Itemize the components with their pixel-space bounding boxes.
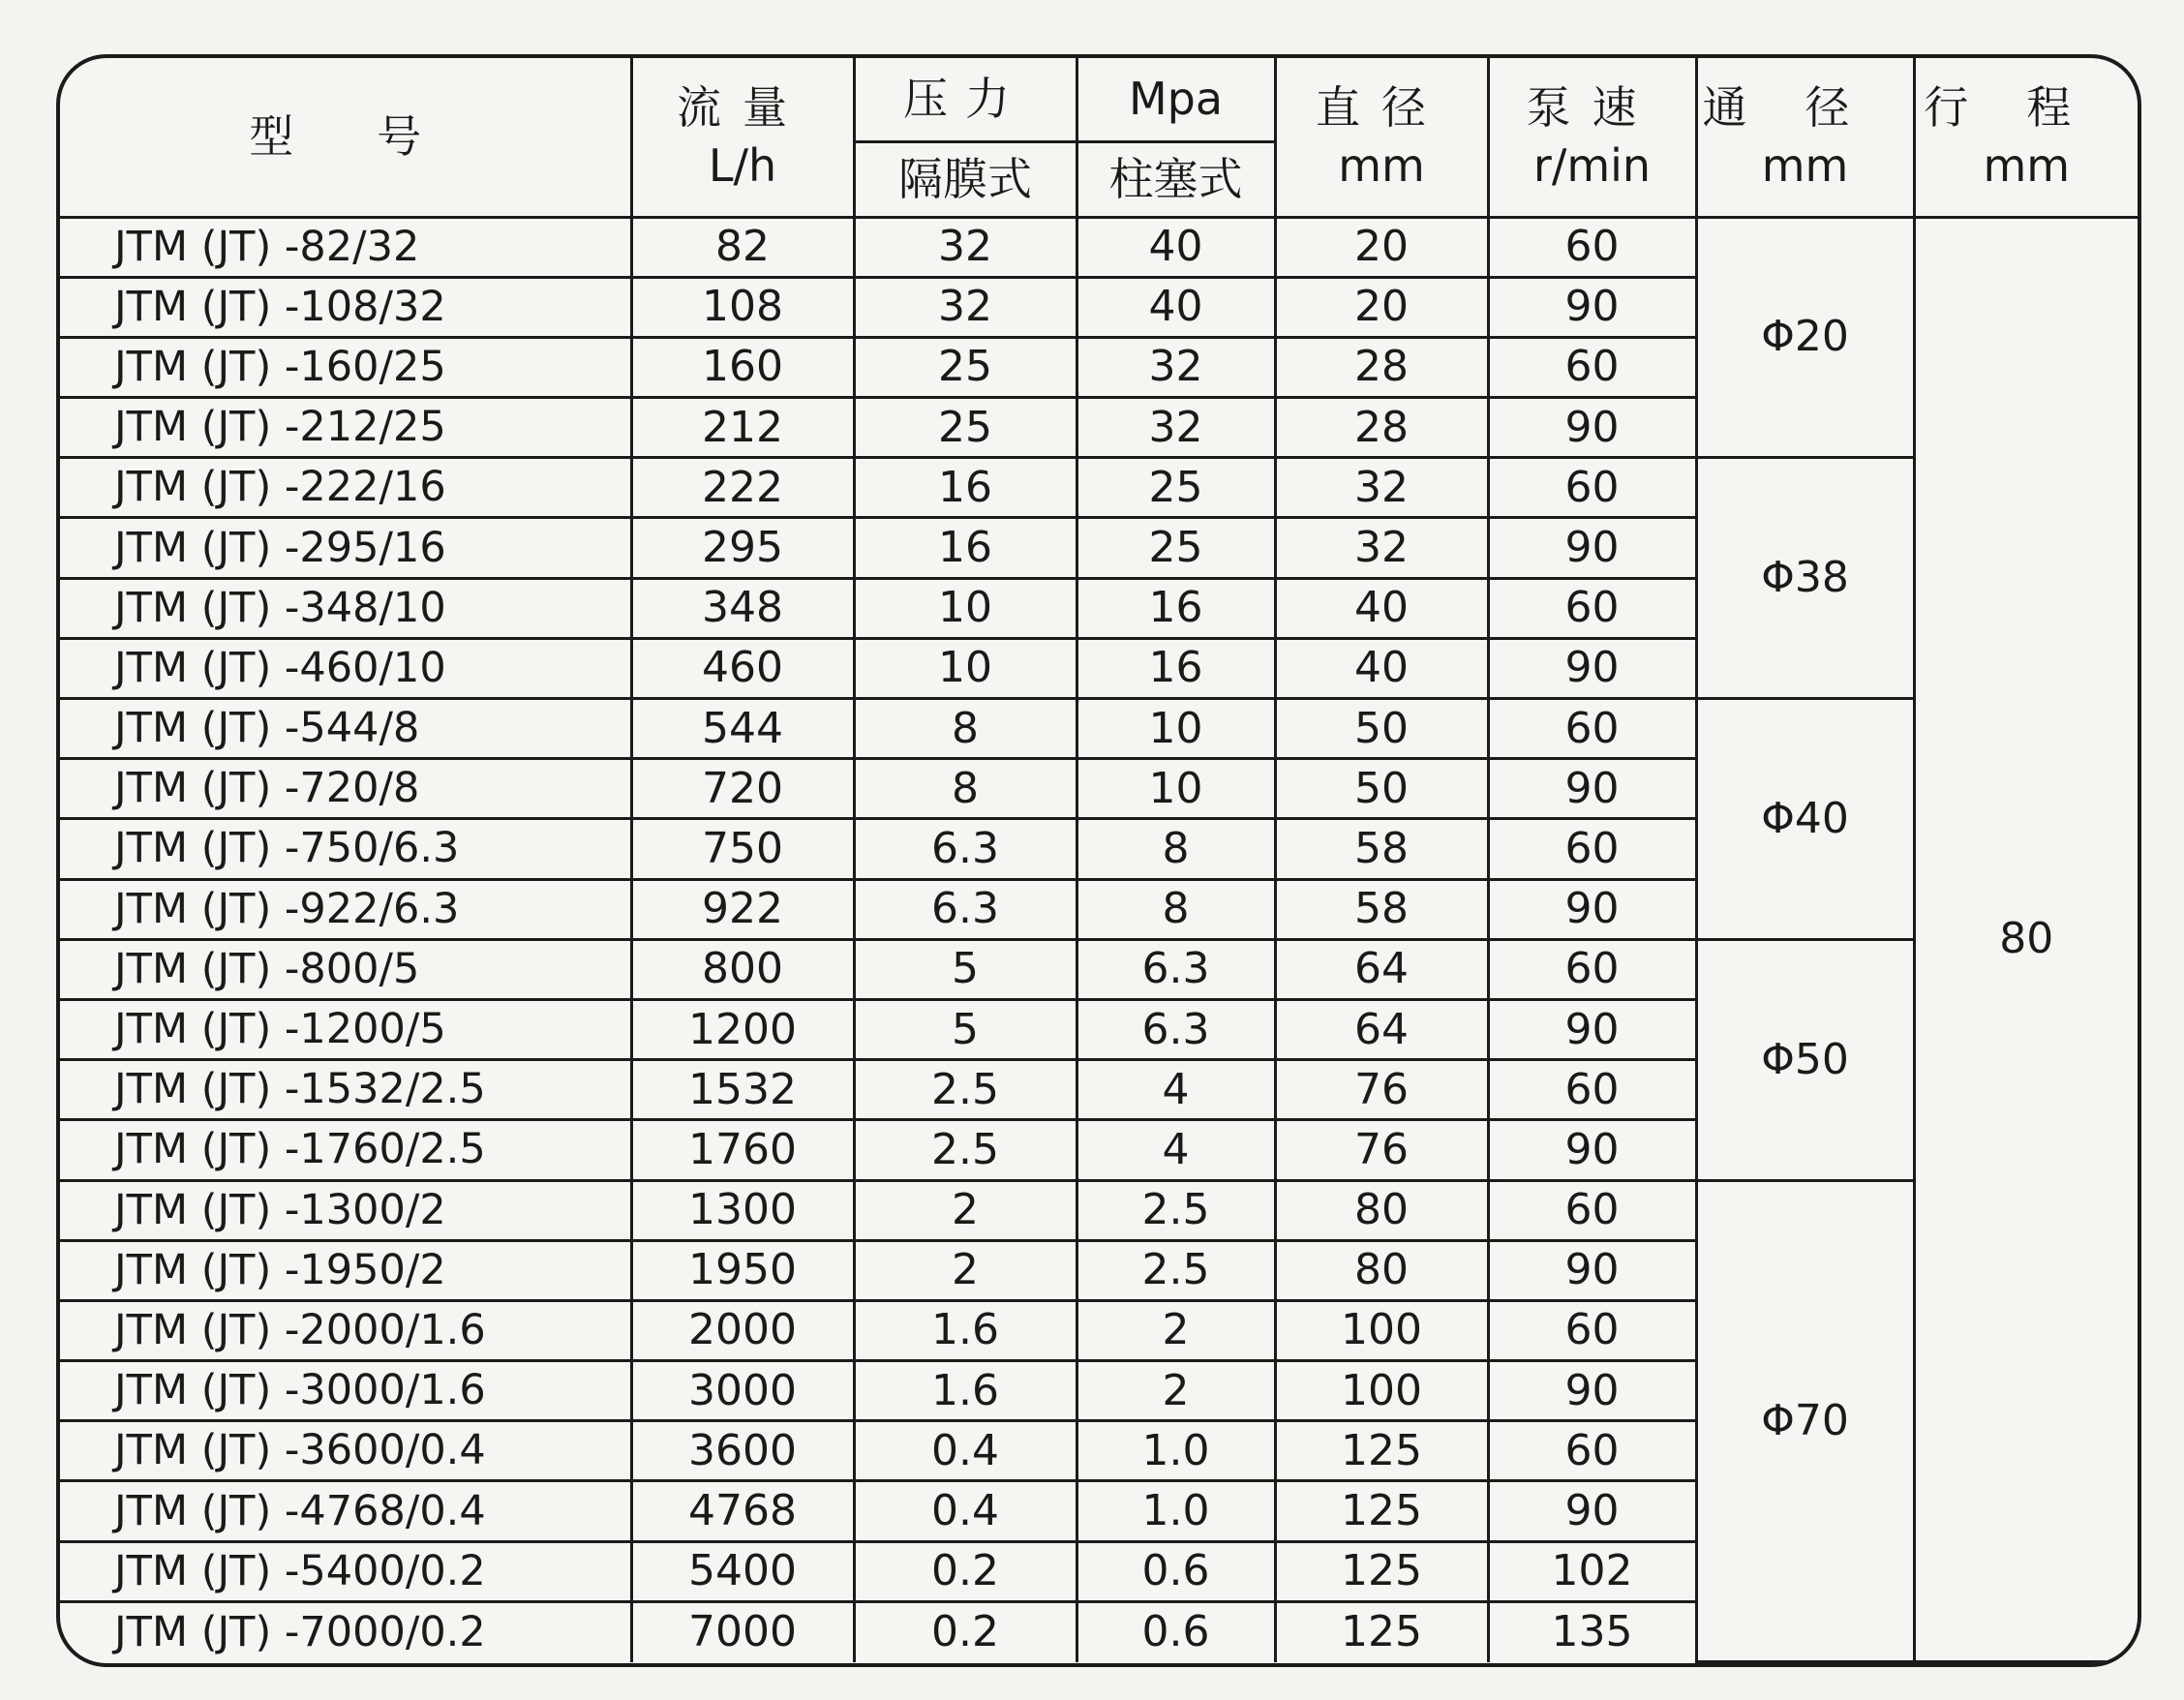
cell-plunger: 0.6 [1077,1541,1275,1601]
cell-flow: 348 [631,578,854,638]
cell-speed: 90 [1488,1240,1696,1300]
cell-model: JTM (JT) -295/16 [60,518,631,578]
cell-speed: 60 [1488,337,1696,397]
cell-flow: 1760 [631,1120,854,1180]
header-pressure-label: 压力 [903,73,1027,126]
header-bore-unit: mm [1761,139,1849,193]
cell-flow: 212 [631,398,854,458]
cell-flow: 1532 [631,1060,854,1120]
table-row [60,1180,2138,1240]
cell-diameter: 58 [1275,819,1488,879]
cell-plunger: 10 [1077,759,1275,819]
spec-table-card [56,54,2141,1667]
cell-plunger: 25 [1077,458,1275,518]
cell-flow: 5400 [631,1541,854,1601]
cell-flow: 1300 [631,1180,854,1240]
cell-diaphragm: 16 [854,518,1077,578]
cell-diameter: 20 [1275,277,1488,337]
cell-diaphragm: 25 [854,337,1077,397]
cell-diaphragm: 2 [854,1180,1077,1240]
cell-plunger: 0.6 [1077,1601,1275,1661]
cell-plunger: 2 [1077,1300,1275,1360]
header-stroke-unit: mm [1983,139,2071,193]
header-bore [1696,58,1914,217]
header-plunger [1077,141,1275,217]
cell-flow: 720 [631,759,854,819]
table-header [60,58,2138,217]
cell-speed: 60 [1488,1300,1696,1360]
cell-diameter: 50 [1275,699,1488,759]
cell-diaphragm: 5 [854,999,1077,1059]
header-diaphragm-label: 隔膜式 [898,153,1032,205]
cell-diaphragm: 2 [854,1240,1077,1300]
header-speed-unit: r/min [1532,139,1652,193]
cell-plunger: 2.5 [1077,1180,1275,1240]
cell-model: JTM (JT) -160/25 [60,337,631,397]
table-row [60,217,2138,277]
cell-plunger: 8 [1077,819,1275,879]
cell-model: JTM (JT) -4768/0.4 [60,1481,631,1541]
cell-diameter: 64 [1275,939,1488,999]
cell-diaphragm: 32 [854,277,1077,337]
header-stroke-label: 行程 [1924,81,2130,135]
cell-bore-group: Φ70 [1696,1180,1914,1662]
cell-model: JTM (JT) -222/16 [60,458,631,518]
header-diameter-unit: mm [1338,139,1425,193]
cell-speed: 60 [1488,1060,1696,1120]
cell-flow: 1950 [631,1240,854,1300]
cell-diaphragm: 8 [854,699,1077,759]
cell-plunger: 25 [1077,518,1275,578]
cell-diaphragm: 25 [854,398,1077,458]
cell-flow: 922 [631,879,854,939]
cell-flow: 222 [631,458,854,518]
cell-model: JTM (JT) -3600/0.4 [60,1421,631,1481]
cell-speed: 90 [1488,398,1696,458]
cell-model: JTM (JT) -212/25 [60,398,631,458]
cell-flow: 295 [631,518,854,578]
cell-plunger: 2 [1077,1361,1275,1421]
cell-model: JTM (JT) -5400/0.2 [60,1541,631,1601]
cell-plunger: 16 [1077,638,1275,698]
header-diameter [1275,58,1488,217]
cell-speed: 60 [1488,699,1696,759]
table-row [60,939,2138,999]
header-plunger-label: 柱塞式 [1108,153,1243,205]
cell-speed: 90 [1488,638,1696,698]
cell-plunger: 6.3 [1077,999,1275,1059]
cell-speed: 60 [1488,1421,1696,1481]
cell-diameter: 28 [1275,337,1488,397]
cell-speed: 90 [1488,759,1696,819]
cell-model: JTM (JT) -922/6.3 [60,879,631,939]
cell-plunger: 8 [1077,879,1275,939]
cell-model: JTM (JT) -7000/0.2 [60,1601,631,1661]
cell-diaphragm: 8 [854,759,1077,819]
header-diaphragm [854,141,1077,217]
cell-bore-group: Φ40 [1696,699,1914,940]
cell-flow: 800 [631,939,854,999]
cell-speed: 60 [1488,217,1696,277]
cell-diaphragm: 5 [854,939,1077,999]
header-pressure-unit-cell [1077,58,1275,141]
cell-diaphragm: 6.3 [854,879,1077,939]
cell-plunger: 16 [1077,578,1275,638]
cell-stroke: 80 [1914,217,2138,1662]
cell-model: JTM (JT) -1300/2 [60,1180,631,1240]
cell-plunger: 6.3 [1077,939,1275,999]
cell-diameter: 76 [1275,1120,1488,1180]
cell-speed: 90 [1488,277,1696,337]
cell-plunger: 40 [1077,217,1275,277]
cell-plunger: 4 [1077,1060,1275,1120]
cell-model: JTM (JT) -1760/2.5 [60,1120,631,1180]
cell-diaphragm: 10 [854,578,1077,638]
cell-flow: 750 [631,819,854,879]
cell-model: JTM (JT) -2000/1.6 [60,1300,631,1360]
cell-diaphragm: 2.5 [854,1120,1077,1180]
cell-speed: 60 [1488,578,1696,638]
header-speed-label: 泵速 [1526,81,1658,135]
header-stroke [1914,58,2138,217]
cell-diameter: 58 [1275,879,1488,939]
cell-plunger: 32 [1077,337,1275,397]
cell-diameter: 20 [1275,217,1488,277]
cell-diameter: 50 [1275,759,1488,819]
cell-flow: 82 [631,217,854,277]
cell-diaphragm: 2.5 [854,1060,1077,1120]
cell-diaphragm: 32 [854,217,1077,277]
cell-diameter: 28 [1275,398,1488,458]
cell-model: JTM (JT) -1950/2 [60,1240,631,1300]
cell-bore-group: Φ50 [1696,939,1914,1180]
cell-model: JTM (JT) -800/5 [60,939,631,999]
cell-plunger: 2.5 [1077,1240,1275,1300]
cell-flow: 160 [631,337,854,397]
cell-plunger: 10 [1077,699,1275,759]
header-pressure-unit: Mpa [1128,73,1224,126]
cell-flow: 3000 [631,1361,854,1421]
cell-model: JTM (JT) -3000/1.6 [60,1361,631,1421]
cell-speed: 102 [1488,1541,1696,1601]
cell-flow: 2000 [631,1300,854,1360]
table-row [60,458,2138,518]
cell-model: JTM (JT) -1200/5 [60,999,631,1059]
header-flow-unit: L/h [708,139,777,193]
cell-plunger: 40 [1077,277,1275,337]
cell-speed: 60 [1488,939,1696,999]
cell-diaphragm: 0.2 [854,1541,1077,1601]
cell-model: JTM (JT) -348/10 [60,578,631,638]
cell-diameter: 100 [1275,1300,1488,1360]
cell-diameter: 64 [1275,999,1488,1059]
cell-model: JTM (JT) -460/10 [60,638,631,698]
cell-diaphragm: 0.4 [854,1481,1077,1541]
cell-speed: 90 [1488,1120,1696,1180]
cell-diameter: 125 [1275,1541,1488,1601]
cell-model: JTM (JT) -82/32 [60,217,631,277]
cell-diameter: 125 [1275,1481,1488,1541]
cell-diameter: 125 [1275,1421,1488,1481]
table-row [60,699,2138,759]
cell-speed: 90 [1488,518,1696,578]
pump-spec-table [60,58,2138,1663]
cell-diameter: 76 [1275,1060,1488,1120]
cell-diaphragm: 10 [854,638,1077,698]
cell-speed: 60 [1488,458,1696,518]
header-speed [1488,58,1696,217]
cell-diameter: 32 [1275,458,1488,518]
cell-diaphragm: 16 [854,458,1077,518]
cell-plunger: 32 [1077,398,1275,458]
cell-bore-group: Φ38 [1696,458,1914,699]
cell-flow: 1200 [631,999,854,1059]
cell-diameter: 125 [1275,1601,1488,1661]
header-bore-label: 通径 [1702,81,1908,135]
cell-diameter: 32 [1275,518,1488,578]
header-flow [631,58,854,217]
cell-diaphragm: 1.6 [854,1300,1077,1360]
cell-diameter: 40 [1275,578,1488,638]
cell-model: JTM (JT) -108/32 [60,277,631,337]
cell-model: JTM (JT) -544/8 [60,699,631,759]
cell-model: JTM (JT) -750/6.3 [60,819,631,879]
cell-bore-group: Φ20 [1696,217,1914,458]
cell-diaphragm: 1.6 [854,1361,1077,1421]
cell-model: JTM (JT) -720/8 [60,759,631,819]
cell-plunger: 1.0 [1077,1481,1275,1541]
cell-diaphragm: 0.4 [854,1421,1077,1481]
cell-flow: 544 [631,699,854,759]
cell-diameter: 40 [1275,638,1488,698]
cell-plunger: 4 [1077,1120,1275,1180]
cell-speed: 90 [1488,1361,1696,1421]
header-model [60,58,631,217]
header-diameter-label: 直径 [1316,81,1447,135]
header-model-label: 型 号 [249,110,441,164]
cell-plunger: 1.0 [1077,1421,1275,1481]
cell-speed: 135 [1488,1601,1696,1661]
cell-speed: 90 [1488,1481,1696,1541]
cell-speed: 60 [1488,1180,1696,1240]
cell-model: JTM (JT) -1532/2.5 [60,1060,631,1120]
cell-flow: 3600 [631,1421,854,1481]
cell-flow: 108 [631,277,854,337]
header-pressure [854,58,1077,141]
cell-speed: 90 [1488,879,1696,939]
cell-diameter: 80 [1275,1180,1488,1240]
header-flow-label: 流量 [677,81,808,135]
cell-flow: 4768 [631,1481,854,1541]
table-body [60,217,2138,1662]
cell-flow: 7000 [631,1601,854,1661]
cell-diaphragm: 0.2 [854,1601,1077,1661]
cell-diameter: 80 [1275,1240,1488,1300]
cell-flow: 460 [631,638,854,698]
cell-speed: 90 [1488,999,1696,1059]
cell-speed: 60 [1488,819,1696,879]
cell-diaphragm: 6.3 [854,819,1077,879]
cell-diameter: 100 [1275,1361,1488,1421]
